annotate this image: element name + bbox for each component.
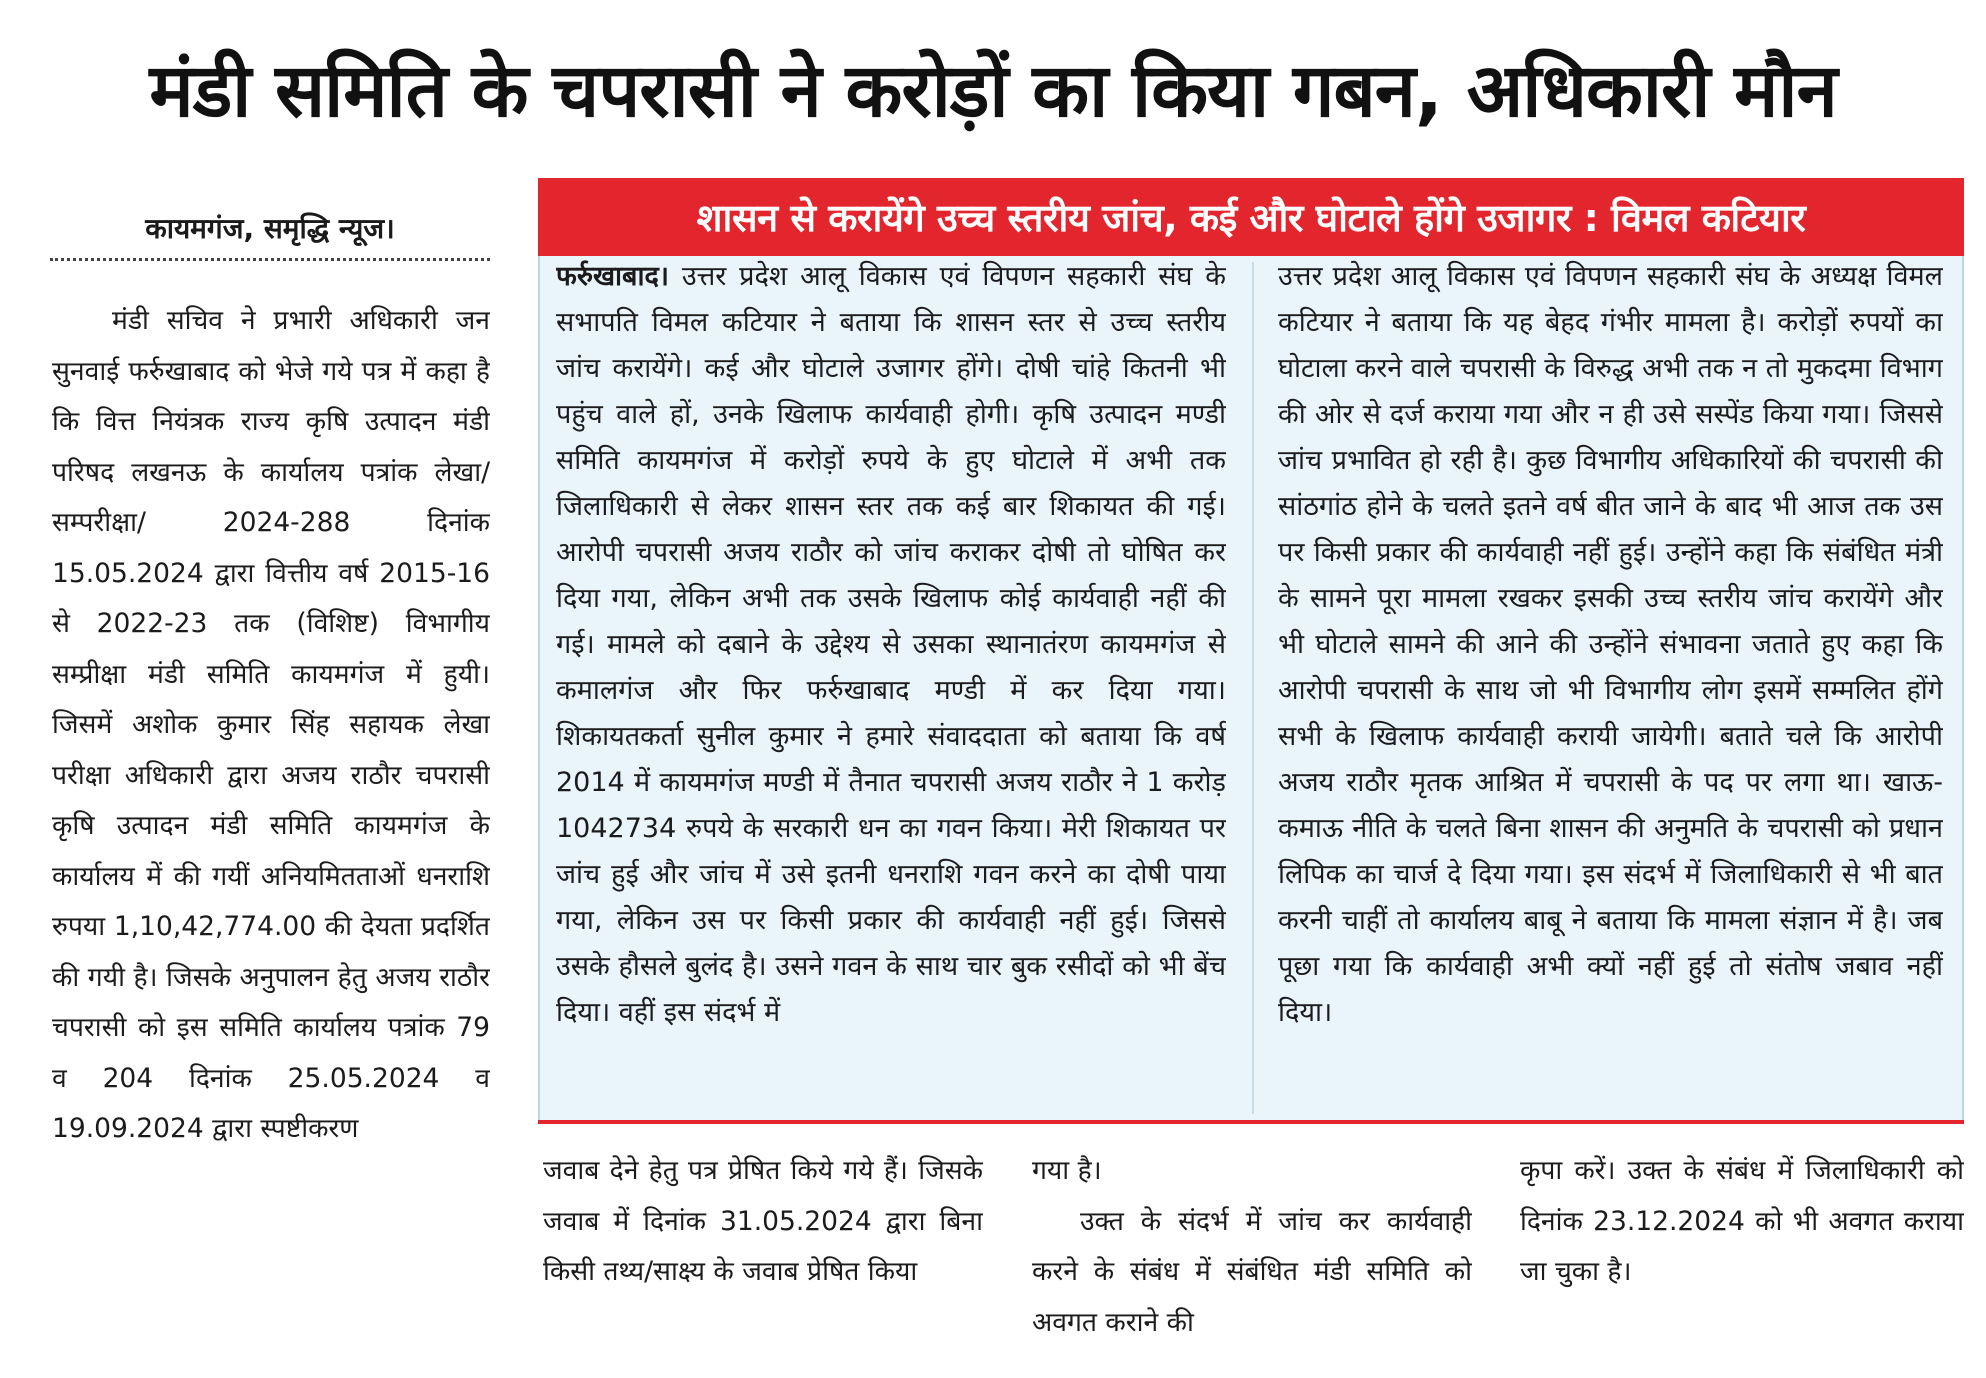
bottom-column-2-text: उक्त के संदर्भ में जांच कर कार्यवाही करने के संबंध में संबंधित मंडी समिति को अवगत कराने की: [1032, 1205, 1472, 1338]
box-column-2-text: उत्तर प्रदेश आलू विकास एवं विपणन सहकारी संघ के अध्यक्ष विमल कटियार ने बताया कि यह बेहद गंभीर मामला है। करोड़ों रुपयों का घोटाला करने वाले चपरासी के विरुद्ध अभी तक न तो मुकदमा विभाग की ओर से दर्ज कराया गया और न ही उसे सस्पेंड किया गया। जिससे जांच प्रभावित हो रही है। कुछ विभागीय अधिकारियों की चपरासी की सांठगांठ होने के चलते इतने वर्ष बीत जाने के बाद भी आज तक उस पर किसी प्रकार की कार्यवाही नहीं हुई। उन्होंने कहा कि संबंधित मंत्री के सामने पूरा मामला रखकर इसकी उच्च स्तरीय जांच करायेंगे और भी घोटाले सामने की आने की उन्होंने संभावना जताते हुए कहा कि आरोपी चपरासी के साथ जो भी विभागीय लोग इसमें सम्मलित होंगे सभी के खिलाफ कार्यवाही करायी जायेगी। बताते चले कि आरोपी अजय राठौर मृतक आश्रित में चपरासी के पद पर लगा था। खाऊ-कमाऊ नीति के चलते बिना शासन की अनुमति के चपरासी को प्रधान लिपिक का चार्ज दे दिया गया। इस संदर्भ में जिलाधिकारी से भी बात करनी चाहीं तो कार्यालय बाबू ने बताया कि मामला संज्ञान में है। जब पूछा गया कि कार्यवाही अभी क्यों नहीं हुई तो संतोष जबाव नहीं दिया।: [1278, 261, 1943, 1028]
dateline: कायमगंज, समृद्धि न्यूज।: [145, 212, 395, 245]
subheadline-banner: शासन से करायेंगे उच्च स्तरीय जांच, कई और घोटाले होंगे उजागर : विमल कटियार: [538, 178, 1964, 256]
bottom-column-2-line-1: गया है।: [1032, 1155, 1102, 1186]
box-column-1: [556, 254, 1226, 1120]
left-column-text: मंडी सचिव ने प्रभारी अधिकारी जन सुनवाई फर्रुखाबाद को भेजे गये पत्र में कहा है कि वित्त नियंत्रक राज्य कृषि उत्पादन मंडी परिषद लखनऊ के कार्यालय पत्रांक लेखा/ सम्परीक्षा/ 2024-288 दिनांक 15.05.2024 द्वारा वित्तीय वर्ष 2015-16 से 2022-23 तक (विशिष्ट) विभागीय सम्प्रीक्षा मंडी समिति कायमगंज में हुयी। जिसमें अशोक कुमार सिंह सहायक लेखा परीक्षा अधिकारी द्वारा अजय राठौर चपरासी कृषि उत्पादन मंडी समिति कायमगंज के कार्यालय में की गयीं अनियमितताओं धनराशि रुपया 1,10,42,774.00 की देयता प्रदर्शित की गयी है। जिसके अनुपालन हेतु अजय राठौर चपरासी को इस समिति कार्यालय पत्रांक 79 व 204 दिनांक 25.05.2024 व 19.09.2024 द्वारा स्पष्टीकरण: [52, 305, 490, 1144]
box-bottom-rule: [538, 1120, 1964, 1124]
bottom-column-2: [1032, 1146, 1472, 1356]
box-dateline: फर्रुखाबाद।: [556, 261, 670, 292]
bottom-column-1-text: जवाब देने हेतु पत्र प्रेषित किये गये हैं। जिसके जवाब में दिनांक 31.05.2024 द्वारा बिना किसी तथ्य/साक्ष्य के जवाब प्रेषित किया: [543, 1155, 983, 1287]
box-column-divider: [1252, 262, 1254, 1114]
box-column-1-text: उत्तर प्रदेश आलू विकास एवं विपणन सहकारी संघ के सभापति विमल कटियार ने बताया कि शासन स्तर से उच्च स्तरीय जांच करायेंगे। कई और घोटाले उजागर होंगे। दोषी चांहे कितनी भी पहुंच वाले हों, उनके खिलाफ कार्यवाही होगी। कृषि उत्पादन मण्डी समिति कायमगंज में करोड़ों रुपये के हुए घोटाले में अभी तक जिलाधिकारी से लेकर शासन स्तर तक कई बार शिकायत की गई। आरोपी चपरासी अजय राठौर को जांच कराकर दोषी तो घोषित कर दिया गया, लेकिन अभी तक उसके खिलाफ कोई कार्यवाही नहीं की गई। मामले को दबाने के उद्देश्य से उसका स्थानातंरण कायमगंज से कमालगंज और फिर फर्रुखाबाद मण्डी में कर दिया गया। शिकायतकर्ता सुनील कुमार ने हमारे संवाददाता को बताया कि वर्ष 2014 में कायमगंज मण्डी में तैनात चपरासी अजय राठौर ने 1 करोड़ 1042734 रुपये के सरकारी धन का गवन किया। मेरी शिकायत पर जांच हुई और जांच में उसे इतनी धनराशि गवन करने का दोषी पाया गया, लेकिन उस पर किसी प्रकार की कार्यवाही नहीं हुई। जिससे उसके हौसले बुलंद है। उसने गवन के साथ चार बुक रसीदों को भी बेंच दिया। वहीं इस संदर्भ में: [556, 261, 1226, 1028]
headline: मंडी समिति के चपरासी ने करोड़ों का किया गबन, अधिकारी मौन: [149, 47, 1837, 134]
dotted-divider: [50, 258, 490, 261]
bottom-column-3-text: कृपा करें। उक्त के संबंध में जिलाधिकारी को दिनांक 23.12.2024 को भी अवगत कराया जा चुका है।: [1520, 1155, 1964, 1287]
